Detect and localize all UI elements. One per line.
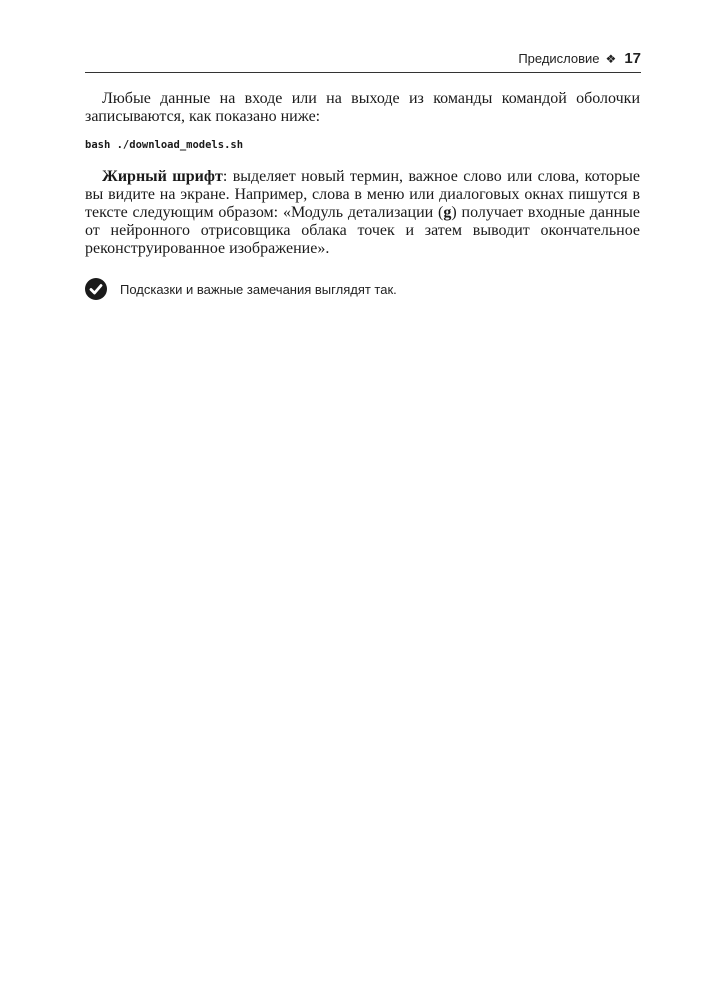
paragraph-bold-font <box>85 168 640 258</box>
diamond-separator-icon: ❖ <box>605 51 617 66</box>
bold-term: Жирный шрифт <box>102 168 223 185</box>
code-sample: bash ./download_models.sh <box>85 139 244 151</box>
check-circle-icon <box>85 278 107 300</box>
page-number: 17 <box>624 50 641 67</box>
tip-text: Подсказки и важные замечания выглядят так. <box>120 281 397 297</box>
running-header <box>85 48 641 73</box>
section-title: Предисловие <box>518 51 600 66</box>
paragraph-text-part1: : выделяет новый термин, важное слово или слова, которые вы видите на экране. Например, слова в меню или диалоговых окнах пишутся в тексте следующим образом: «Модуль детализации ( <box>85 168 641 221</box>
tip-note <box>85 278 397 300</box>
header-content <box>518 50 641 67</box>
bold-inline-letter: g <box>443 204 452 221</box>
paragraph-command-output: Любые данные на входе или на выходе из команды командой оболочки записываются, как показано ниже: <box>85 90 640 125</box>
paragraph-text-part2: ) получает входные данные от нейронного отрисовщика облака точек и затем выводит окончательное реконструированное изображение». <box>85 204 641 257</box>
